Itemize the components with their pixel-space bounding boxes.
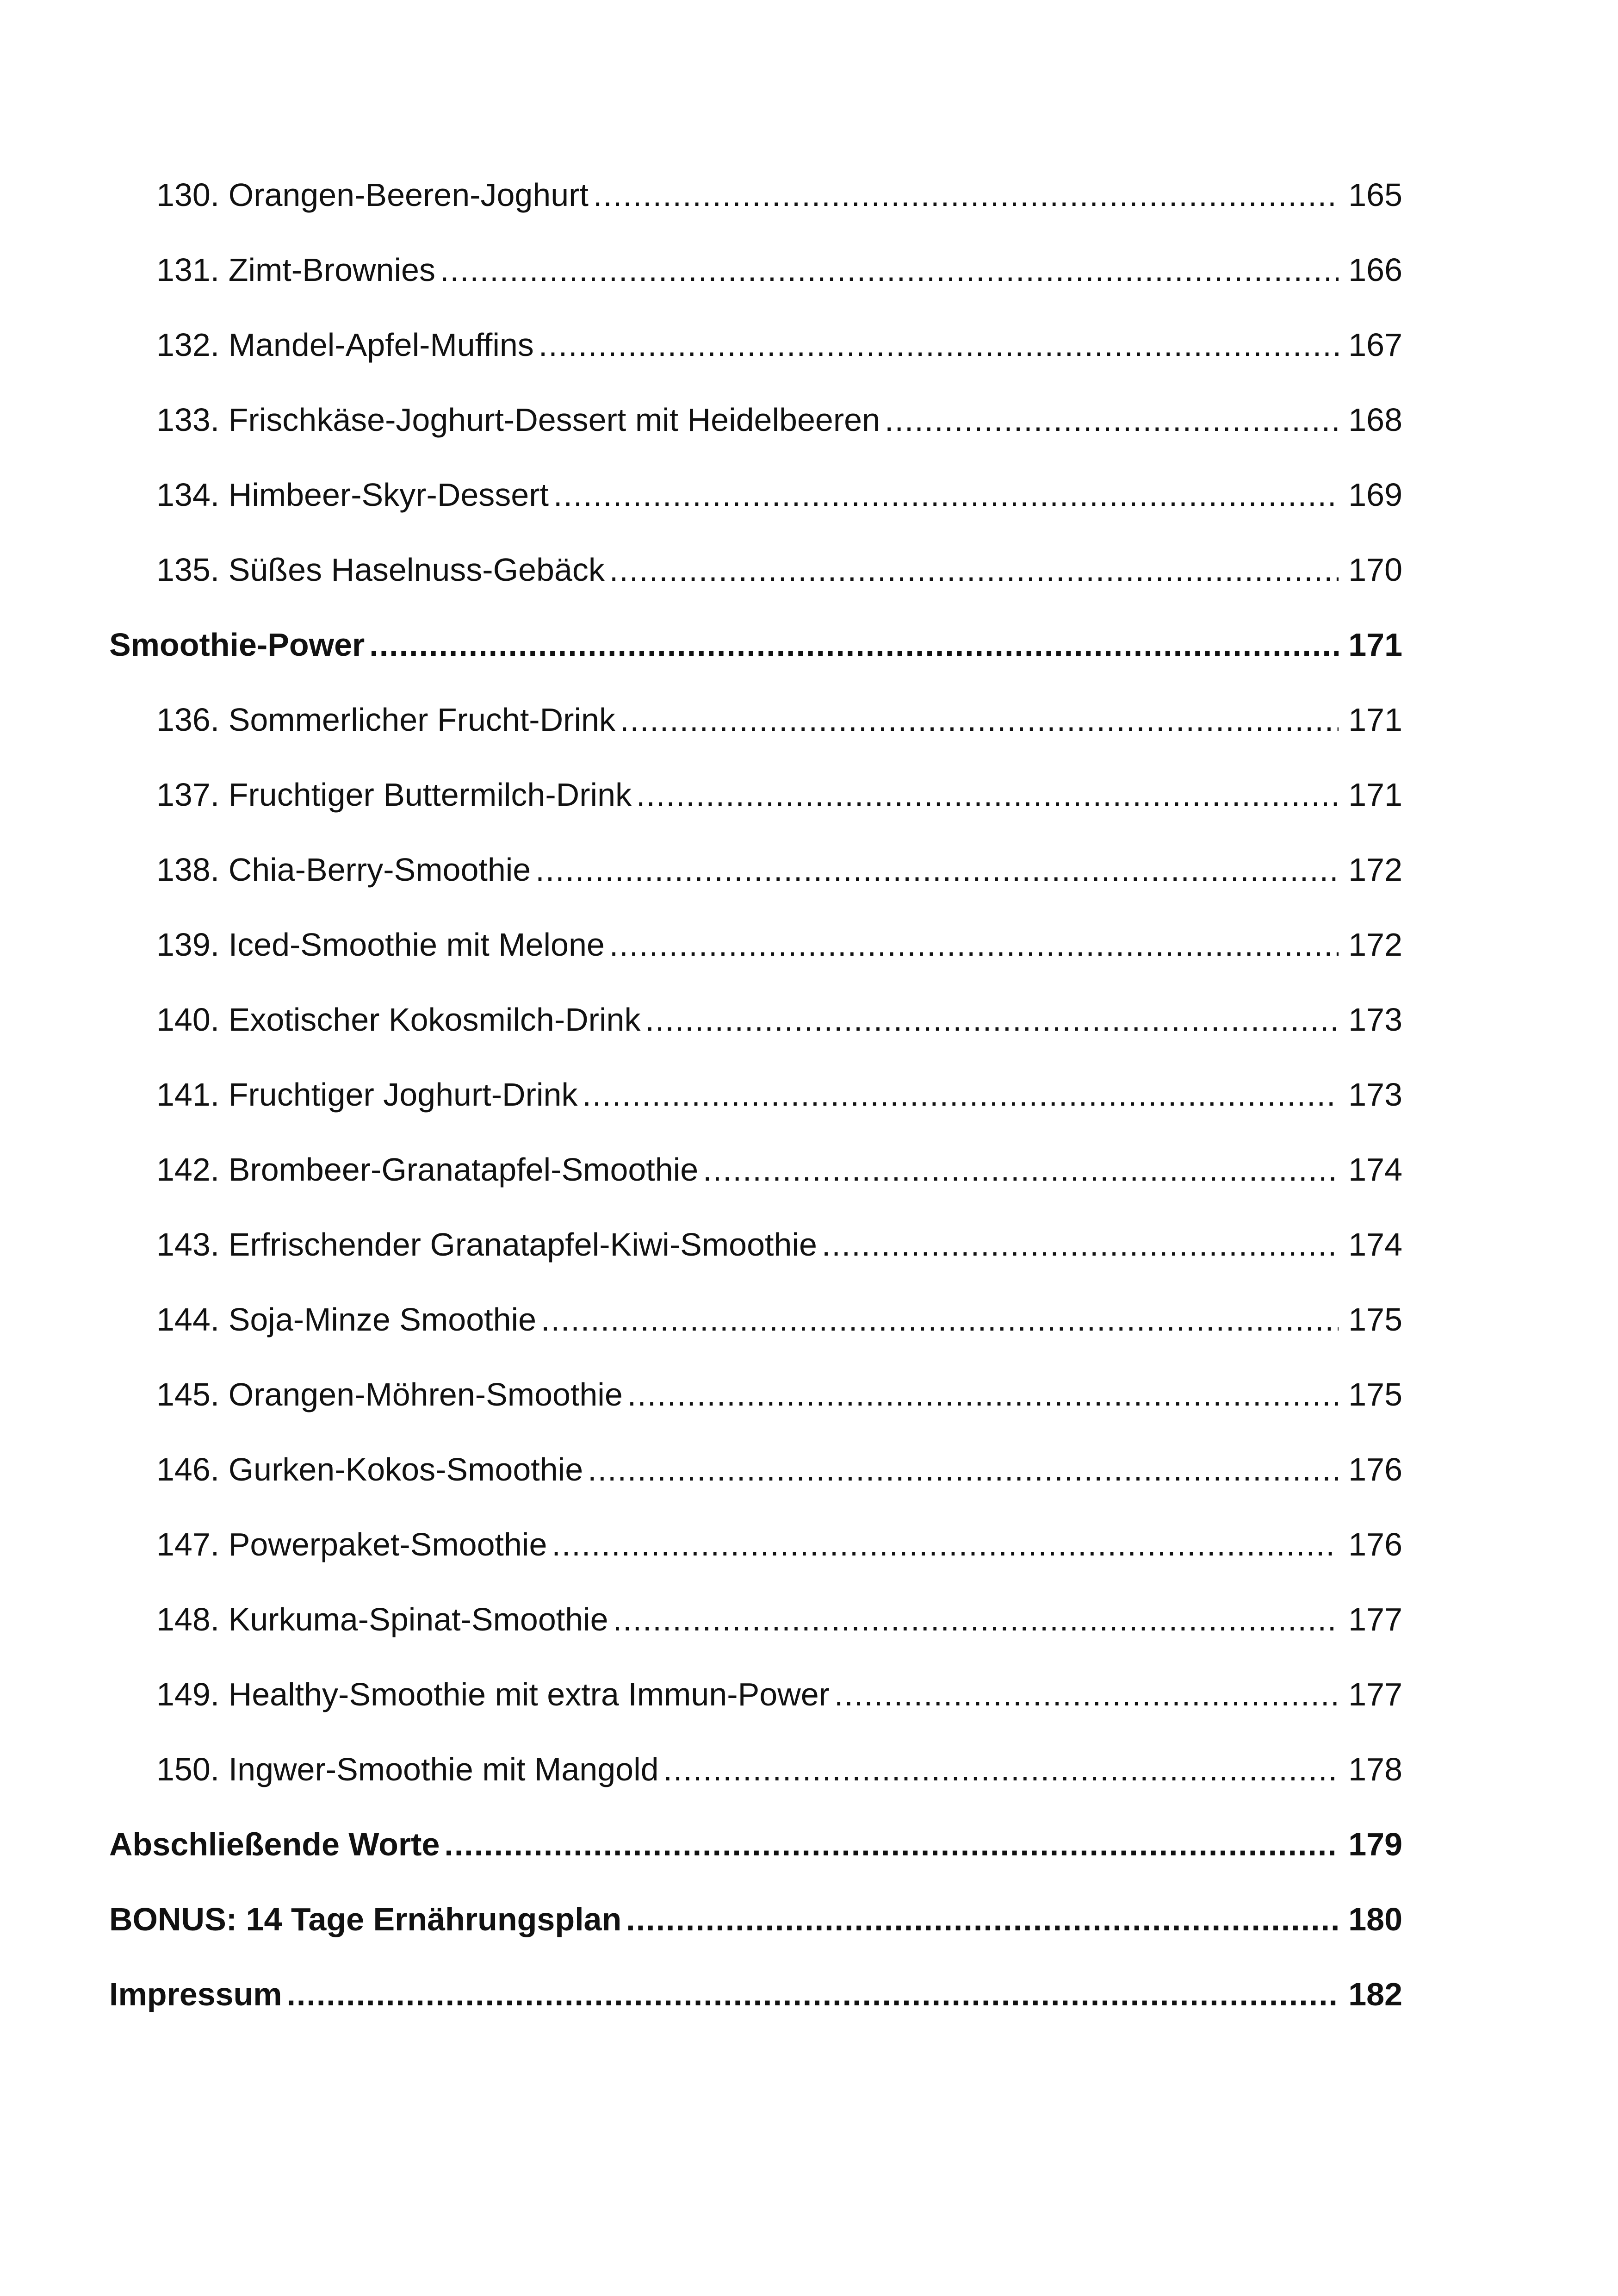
toc-entry-title: 150. Ingwer-Smoothie mit Mangold — [156, 1751, 659, 1787]
toc-entry-title: 144. Soja-Minze Smoothie — [156, 1301, 536, 1338]
toc-page-number: 177 — [1348, 1676, 1402, 1712]
toc-dot-leader — [553, 457, 1339, 532]
toc-entry-title: 147. Powerpaket-Smoothie — [156, 1526, 547, 1562]
toc-entry-row[interactable] — [109, 1432, 1402, 1507]
toc-heading-row[interactable] — [109, 1882, 1402, 1957]
toc-dot-leader — [286, 1957, 1339, 2032]
toc-entry-title: Impressum — [109, 1976, 282, 2012]
toc-dot-leader — [822, 1207, 1339, 1282]
toc-dot-leader — [582, 1057, 1339, 1132]
toc-page-number: 174 — [1348, 1226, 1402, 1263]
toc-dot-leader — [539, 307, 1339, 382]
toc-dot-leader — [609, 532, 1339, 607]
toc-entry-row[interactable] — [109, 1057, 1402, 1132]
toc-page-number: 168 — [1348, 402, 1402, 438]
toc-dot-leader — [885, 382, 1339, 457]
toc-page-number: 182 — [1348, 1976, 1402, 2012]
toc-entry-row[interactable] — [109, 457, 1402, 532]
toc-entry-row[interactable] — [109, 382, 1402, 457]
toc-page-number: 172 — [1348, 852, 1402, 888]
toc-entry-row[interactable] — [109, 982, 1402, 1057]
toc-page-number: 165 — [1348, 177, 1402, 213]
toc-entry-title: 142. Brombeer-Granatapfel-Smoothie — [156, 1151, 699, 1188]
toc-page-number: 176 — [1348, 1451, 1402, 1487]
toc-dot-leader — [593, 157, 1339, 232]
toc-entry-title: 133. Frischkäse-Joghurt-Dessert mit Heidelbeeren — [156, 402, 880, 438]
toc-entry-row[interactable] — [109, 1582, 1402, 1657]
toc-entry-title: 145. Orangen-Möhren-Smoothie — [156, 1376, 623, 1412]
toc-entry-row[interactable] — [109, 757, 1402, 832]
toc-entry-row[interactable] — [109, 832, 1402, 907]
toc-dot-leader — [369, 607, 1339, 682]
toc-dot-leader — [834, 1657, 1339, 1732]
toc-page-number: 173 — [1348, 1076, 1402, 1113]
toc-dot-leader — [613, 1582, 1339, 1657]
toc-dot-leader — [636, 757, 1339, 832]
toc-page-number: 177 — [1348, 1601, 1402, 1637]
toc-heading-row[interactable] — [109, 607, 1402, 682]
toc-dot-leader — [541, 1282, 1339, 1357]
toc-dot-leader — [552, 1507, 1339, 1582]
toc-page-number: 172 — [1348, 927, 1402, 963]
toc-entry-title: 139. Iced-Smoothie mit Melone — [156, 927, 605, 963]
toc-entry-title: 137. Fruchtiger Buttermilch-Drink — [156, 777, 632, 813]
toc-dot-leader — [444, 1807, 1339, 1882]
toc-entry-title: 141. Fruchtiger Joghurt-Drink — [156, 1076, 578, 1113]
toc-entry-title: 134. Himbeer-Skyr-Dessert — [156, 477, 549, 513]
toc-entry-row[interactable] — [109, 307, 1402, 382]
toc-entry-title: Smoothie-Power — [109, 627, 365, 663]
toc-entry-title: 149. Healthy-Smoothie mit extra Immun-Power — [156, 1676, 830, 1712]
toc-dot-leader — [645, 982, 1339, 1057]
toc-entry-row[interactable] — [109, 1657, 1402, 1732]
toc-page-number: 170 — [1348, 552, 1402, 588]
toc-page-number: 169 — [1348, 477, 1402, 513]
toc-entry-title: 146. Gurken-Kokos-Smoothie — [156, 1451, 583, 1487]
toc-entry-row[interactable] — [109, 232, 1402, 307]
toc-entry-row[interactable] — [109, 907, 1402, 982]
toc-dot-leader — [627, 1357, 1339, 1432]
toc-dot-leader — [609, 907, 1339, 982]
toc-page-number: 171 — [1348, 777, 1402, 813]
toc-dot-leader — [626, 1882, 1339, 1957]
toc-dot-leader — [440, 232, 1339, 307]
toc-entry-row[interactable] — [109, 1282, 1402, 1357]
toc-page-number: 171 — [1348, 627, 1402, 663]
toc-entry-title: 143. Erfrischender Granatapfel-Kiwi-Smoothie — [156, 1226, 817, 1263]
toc-entry-row[interactable] — [109, 1132, 1402, 1207]
toc-entry-title: BONUS: 14 Tage Ernährungsplan — [109, 1901, 622, 1937]
toc-page-number: 176 — [1348, 1526, 1402, 1562]
toc-heading-row[interactable] — [109, 1807, 1402, 1882]
toc-entry-title: 131. Zimt-Brownies — [156, 252, 435, 288]
toc-page-number: 175 — [1348, 1301, 1402, 1338]
toc-dot-leader — [588, 1432, 1339, 1507]
toc-page-number: 167 — [1348, 327, 1402, 363]
toc-heading-row[interactable] — [109, 1957, 1402, 2032]
toc-entry-title: 130. Orangen-Beeren-Joghurt — [156, 177, 589, 213]
toc-page-number: 178 — [1348, 1751, 1402, 1787]
toc-entry-title: 135. Süßes Haselnuss-Gebäck — [156, 552, 605, 588]
toc-entry-title: 140. Exotischer Kokosmilch-Drink — [156, 1002, 641, 1038]
toc-entry-row[interactable] — [109, 1732, 1402, 1807]
toc-dot-leader — [703, 1132, 1339, 1207]
toc-page-number: 175 — [1348, 1376, 1402, 1412]
toc-page-number: 166 — [1348, 252, 1402, 288]
toc-entry-row[interactable] — [109, 1207, 1402, 1282]
toc-entry-title: 136. Sommerlicher Frucht-Drink — [156, 702, 615, 738]
toc-entry-row[interactable] — [109, 157, 1402, 232]
toc-dot-leader — [620, 682, 1339, 757]
toc-entry-title: 148. Kurkuma-Spinat-Smoothie — [156, 1601, 608, 1637]
toc-page-number: 173 — [1348, 1002, 1402, 1038]
toc-entry-title: 132. Mandel-Apfel-Muffins — [156, 327, 534, 363]
toc-entry-row[interactable] — [109, 1507, 1402, 1582]
toc-page-number: 179 — [1348, 1826, 1402, 1862]
toc-entry-row[interactable] — [109, 1357, 1402, 1432]
table-of-contents — [109, 157, 1402, 2032]
toc-dot-leader — [535, 832, 1339, 907]
toc-entry-row[interactable] — [109, 532, 1402, 607]
toc-entry-row[interactable] — [109, 682, 1402, 757]
toc-dot-leader — [663, 1732, 1339, 1807]
toc-entry-title: 138. Chia-Berry-Smoothie — [156, 852, 531, 888]
toc-page-number: 174 — [1348, 1151, 1402, 1188]
toc-page-number: 180 — [1348, 1901, 1402, 1937]
toc-page-number: 171 — [1348, 702, 1402, 738]
toc-entry-title: Abschließende Worte — [109, 1826, 440, 1862]
